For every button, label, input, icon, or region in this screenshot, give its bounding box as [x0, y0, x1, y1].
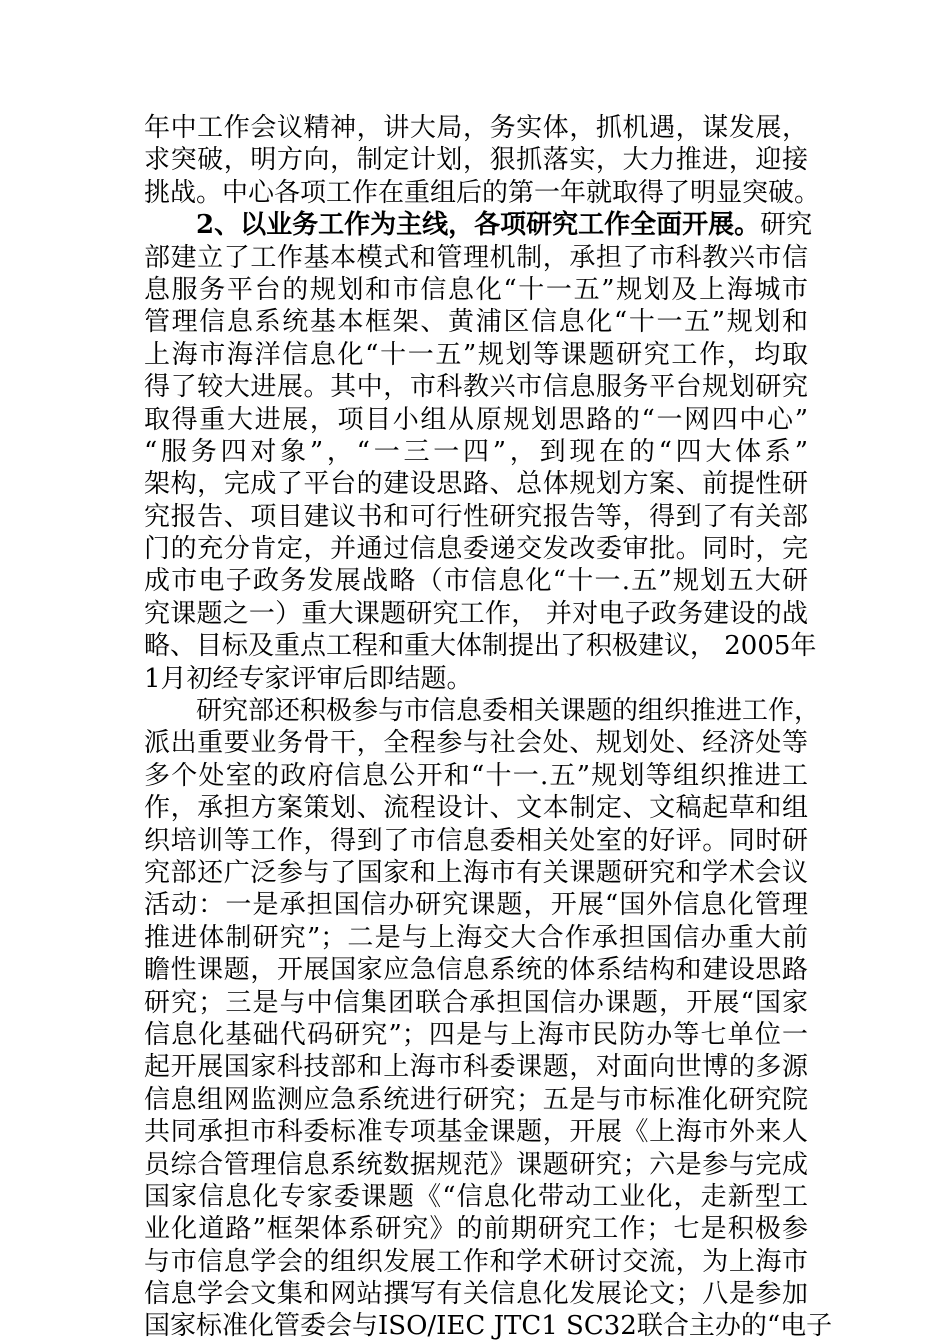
text-line: 成市电子政务发展战略（市信息化“十一.五”规划五大研: [144, 566, 808, 597]
text-span: 研究: [760, 210, 813, 241]
text-line: 多个处室的政府信息公开和“十一.五”规划等组织推进工: [144, 760, 808, 791]
text-line: 国家标准化管委会与ISO/IEC JTC1 SC32联合主办的“电子: [144, 1311, 833, 1342]
text-line: 究课题之一）重大课题研究工作， 并对电子政务建设的战: [144, 598, 808, 629]
text-line: 派出重要业务骨干，全程参与社会处、规划处、经济处等: [144, 728, 808, 759]
text-line: 信息化基础代码研究”；四是与上海市民防办等七单位一: [144, 1019, 808, 1050]
text-line: 活动：一是承担国信办研究课题，开展“国外信息化管理: [144, 890, 808, 921]
text-line: 得了较大进展。其中，市科教兴市信息服务平台规划研究: [144, 372, 808, 403]
text-line: 织培训等工作，得到了市信息委相关处室的好评。同时研: [144, 825, 808, 856]
text-line: 与市信息学会的组织发展工作和学术研讨交流，为上海市: [144, 1246, 808, 1277]
text-line: 瞻性课题，开展国家应急信息系统的体系结构和建设思路: [144, 955, 808, 986]
text-line: 求突破，明方向，制定计划，狠抓落实，大力推进，迎接: [144, 145, 808, 176]
text-line: 共同承担市科委标准专项基金课题，开展《上海市外来人: [144, 1117, 808, 1148]
text-line: 研究部还积极参与市信息委相关课题的组织推进工作，: [196, 696, 821, 727]
text-line: 1月初经专家评审后即结题。: [144, 663, 473, 694]
text-line: 业化道路”框架体系研究》的前期研究工作；七是积极参: [144, 1214, 808, 1245]
text-line: 推进体制研究”；二是与上海交大合作承担国信办重大前: [144, 922, 808, 953]
text-line: 上海市海洋信息化“十一五”规划等课题研究工作，均取: [144, 339, 808, 370]
section-heading: 2、以业务工作为主线，各项研究工作全面开展。: [196, 210, 761, 241]
text-line: 国家信息化专家委课题《“信息化带动工业化，走新型工: [144, 1181, 808, 1212]
text-line: 挑战。中心各项工作在重组后的第一年就取得了明显突破。: [144, 177, 821, 208]
text-line: 取得重大进展，项目小组从原规划思路的“一网四中心”: [144, 404, 808, 435]
text-line: 年中工作会议精神，讲大局，务实体，抓机遇，谋发展，: [144, 113, 808, 143]
text-line: 略、目标及重点工程和重大体制提出了积极建议， 2005年: [144, 631, 817, 662]
text-line: 信息组网监测应急系统进行研究；五是与市标准化研究院: [144, 1084, 808, 1115]
text-line: 管理信息系统基本框架、黄浦区信息化“十一五”规划和: [144, 307, 808, 338]
text-line: 作，承担方案策划、流程设计、文本制定、文稿起草和组: [144, 793, 808, 824]
text-line: 究部还广泛参与了国家和上海市有关课题研究和学术会议: [144, 857, 808, 888]
body-text: [144, 112, 833, 1343]
text-line: 息服务平台的规划和市信息化“十一五”规划及上海城市: [144, 274, 808, 305]
section-heading-line: [144, 209, 813, 241]
text-line: 部建立了工作基本模式和管理机制，承担了市科教兴市信: [144, 242, 808, 273]
text-line: 员综合管理信息系统数据规范》课题研究；六是参与完成: [144, 1149, 808, 1180]
text-line: 究报告、项目建议书和可行性研究报告等，得到了有关部: [144, 501, 808, 532]
text-line: “服务四对象”，“一三一四”，到现在的“四大体系”: [144, 436, 808, 467]
text-line: 架构，完成了平台的建设思路、总体规划方案、前提性研: [144, 469, 808, 500]
text-line: 起开展国家科技部和上海市科委课题，对面向世博的多源: [144, 1052, 808, 1083]
text-line: 门的充分肯定，并通过信息委递交发改委审批。同时，完: [144, 534, 808, 565]
text-line: 信息学会文集和网站撰写有关信息化发展论文；八是参加: [144, 1279, 808, 1310]
text-line: 研究；三是与中信集团联合承担国信办课题，开展“国家: [144, 987, 808, 1018]
